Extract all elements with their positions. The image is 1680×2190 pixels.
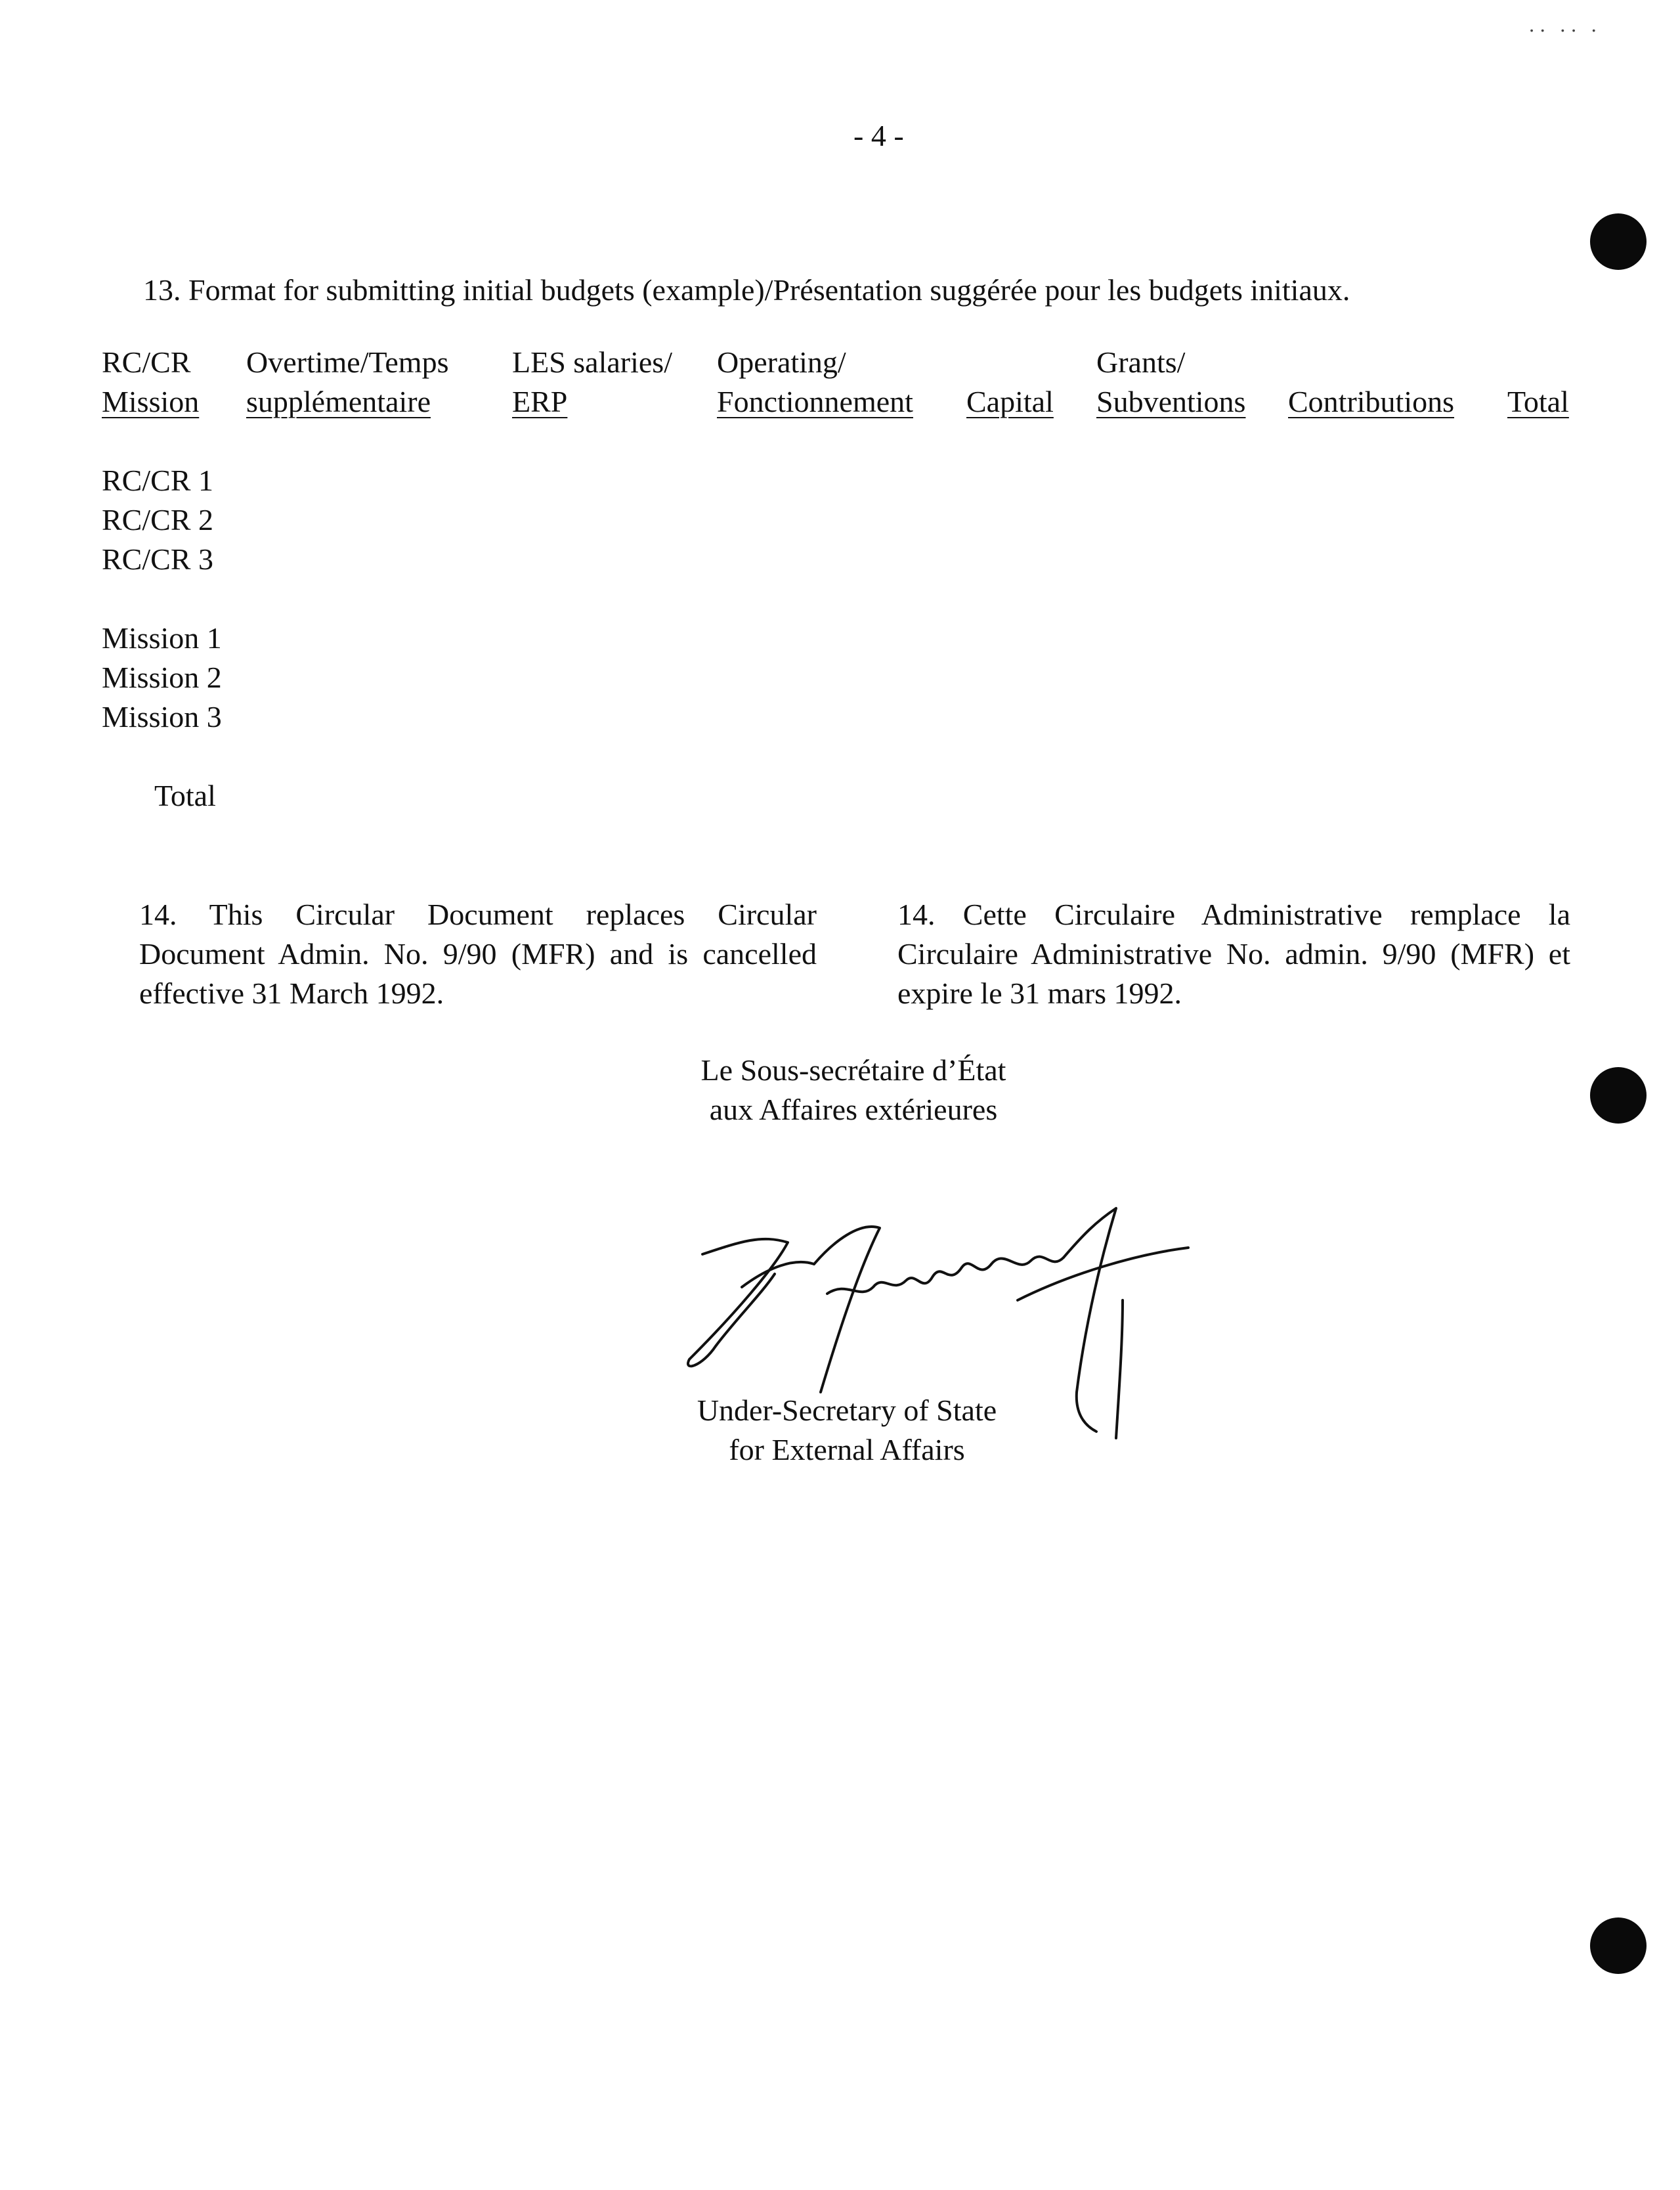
signatory-title-french-line2: aux Affaires extérieures	[709, 1093, 998, 1126]
page-number: - 4 -	[853, 119, 904, 152]
header-line2: Total	[1507, 385, 1569, 418]
header-line1	[1288, 343, 1454, 382]
table-total-label: Total	[154, 779, 216, 812]
header-total	[1507, 343, 1569, 422]
signatory-title-french	[670, 1051, 1037, 1129]
header-line2: Subventions	[1096, 385, 1246, 418]
header-rc-mission	[102, 343, 199, 422]
header-line1: RC/CR	[102, 345, 191, 379]
header-line1	[966, 343, 1054, 382]
signatory-title-english	[663, 1391, 1031, 1470]
header-line2: supplémentaire	[246, 385, 431, 418]
table-row-label: RC/CR 1	[102, 464, 214, 497]
header-les-salaries	[512, 343, 679, 422]
section-14-english: 14. This Circular Document replaces Circular Document Admin. No. 9/90 (MFR) and is cancelled effective 31 March 1992.	[139, 898, 817, 1010]
table-row-label: Mission 1	[102, 621, 222, 655]
header-capital	[966, 343, 1054, 422]
section-13-heading: 13. Format for submitting initial budgets (example)/Présentation suggérée pour les budgets initiaux.	[143, 273, 1350, 307]
punch-hole-bottom	[1590, 1917, 1647, 1974]
header-line2: Fonctionnement	[717, 385, 913, 418]
header-line1: Overtime/Temps	[246, 345, 449, 379]
signatory-title-english-line1: Under-Secretary of State	[697, 1393, 997, 1427]
header-line1	[1507, 343, 1569, 382]
table-row-label: Mission 2	[102, 661, 222, 694]
header-operating	[717, 343, 913, 422]
header-line2: Mission	[102, 385, 200, 418]
signatory-title-french-line1: Le Sous-secrétaire d’État	[700, 1053, 1006, 1087]
punch-hole-top	[1590, 213, 1647, 270]
table-row-label: Mission 3	[102, 700, 222, 734]
header-line1: Grants/	[1096, 345, 1186, 379]
header-line1: LES salaries/	[512, 345, 672, 379]
signatory-title-english-line2: for External Affairs	[729, 1433, 965, 1466]
punch-hole-middle	[1590, 1067, 1647, 1124]
header-contributions	[1288, 343, 1454, 422]
header-line1: Operating/	[717, 345, 846, 379]
header-overtime	[246, 343, 448, 422]
section-14-french: 14. Cette Circulaire Administrative remplace la Circulaire Administrative No. admin. 9/90 (MFR) et expire le 31 mars 1992.	[897, 898, 1570, 1010]
header-line2: Contributions	[1288, 385, 1455, 418]
header-line2: Capital	[966, 385, 1054, 418]
corner-scan-marks: ·· ·· ·	[1528, 18, 1601, 42]
header-line2: ERP	[512, 385, 568, 418]
header-grants	[1096, 343, 1245, 422]
table-row-label: RC/CR 2	[102, 503, 214, 537]
table-row-label: RC/CR 3	[102, 542, 214, 576]
